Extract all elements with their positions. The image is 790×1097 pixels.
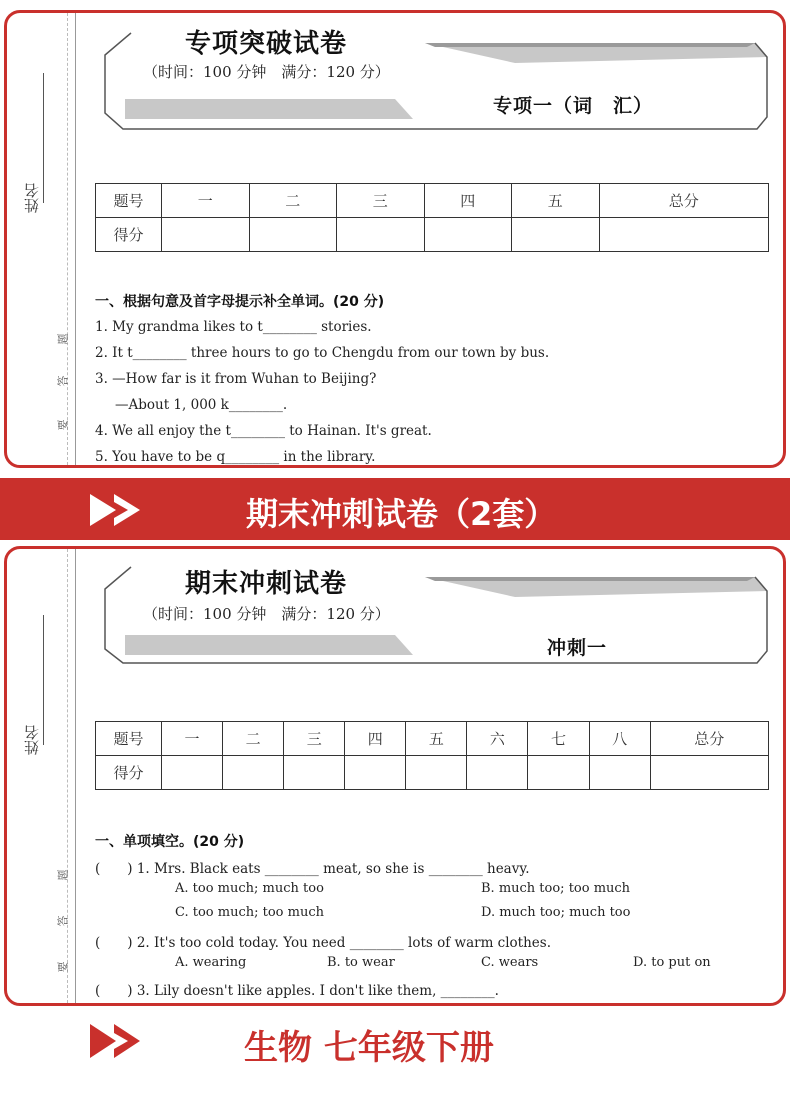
answer-option: A. wearing	[175, 955, 247, 970]
binding-margin	[7, 549, 79, 1003]
question-item: ( ) 2. It's too cold today. You need ________ lots of warm clothes.	[95, 935, 551, 951]
double-arrow-icon	[90, 494, 146, 526]
question-item: —About 1, 000 k________.	[115, 397, 288, 413]
score-table-header-cell: 五	[406, 722, 467, 756]
exam-subtitle: 专项一（词 汇）	[493, 95, 654, 117]
section-heading: 一、单项填空。(20 分)	[95, 834, 245, 850]
score-table-header-cell: 七	[528, 722, 589, 756]
score-cell	[467, 756, 528, 790]
answer-option: D. to put on	[633, 955, 711, 970]
margin-char: 要	[56, 961, 70, 973]
score-cell	[406, 756, 467, 790]
score-table-header-row	[96, 184, 769, 218]
question-item: ( ) 1. Mrs. Black eats ________ meat, so she is ________ heavy.	[95, 861, 530, 877]
answer-option: B. to wear	[327, 955, 395, 970]
score-table-label: 题号	[96, 722, 162, 756]
score-cell	[162, 756, 223, 790]
section-heading: 一、根据句意及首字母提示补全单词。(20 分)	[95, 294, 385, 310]
score-table-header-cell: 五	[512, 184, 600, 218]
margin-char: 答	[56, 915, 70, 927]
margin-char: 要	[56, 419, 70, 431]
margin-line	[75, 549, 76, 1003]
double-arrow-icon	[90, 1024, 146, 1058]
score-cell	[599, 218, 769, 252]
score-table-header-cell: 四	[424, 184, 512, 218]
exam-subtitle: 冲刺一	[547, 637, 608, 659]
answer-option: C. too much; too much	[175, 905, 324, 920]
score-cell	[284, 756, 345, 790]
score-table-header-cell: 六	[467, 722, 528, 756]
score-table-header-cell: 三	[284, 722, 345, 756]
question-item: 4. We all enjoy the t________ to Hainan. It's great.	[95, 423, 432, 439]
binding-margin	[7, 13, 79, 465]
score-cell	[528, 756, 589, 790]
score-table-header-cell: 二	[223, 722, 284, 756]
score-cell	[162, 218, 250, 252]
exam-sheet-final	[4, 546, 786, 1006]
margin-dash-line	[67, 549, 68, 1003]
score-table-header-cell: 一	[162, 184, 250, 218]
band-title: 期末冲刺试卷（2套）	[246, 495, 557, 533]
footer-title: 生物 七年级下册	[244, 1028, 494, 1068]
margin-char: 题	[56, 869, 70, 881]
score-table-label: 题号	[96, 184, 162, 218]
margin-line	[75, 13, 76, 465]
exam-time-info: （时间：100 分钟 满分：120 分）	[143, 605, 390, 623]
margin-dash-line	[67, 13, 68, 465]
score-table-header-cell: 二	[249, 184, 337, 218]
score-table-header-cell: 一	[162, 722, 223, 756]
promo-band	[0, 478, 790, 540]
question-item: 2. It t________ three hours to go to Chengdu from our town by bus.	[95, 345, 550, 361]
answer-option: B. much too; too much	[481, 881, 631, 896]
margin-char: 答	[56, 375, 70, 387]
score-table-header-cell: 四	[345, 722, 406, 756]
name-write-line	[43, 73, 44, 203]
answer-option: C. wears	[481, 955, 539, 970]
answer-option: D. much too; much too	[481, 905, 631, 920]
score-table-header-cell: 三	[337, 184, 425, 218]
exam-title: 专项突破试卷	[185, 29, 348, 59]
score-table-label: 得分	[96, 218, 162, 252]
exam-title: 期末冲刺试卷	[185, 569, 348, 599]
question-item: 1. My grandma likes to t________ stories.	[95, 319, 372, 335]
name-label: 姓名	[23, 183, 41, 213]
score-cell	[512, 218, 600, 252]
answer-option: A. too much; much too	[175, 881, 324, 896]
score-cell	[337, 218, 425, 252]
question-item: ( ) 3. Lily doesn't like apples. I don't like them, ________.	[95, 983, 499, 999]
score-cell	[424, 218, 512, 252]
name-write-line	[43, 615, 44, 745]
exam-time-info: （时间：100 分钟 满分：120 分）	[143, 63, 390, 81]
question-item: 3. —How far is it from Wuhan to Beijing?	[95, 371, 377, 387]
score-cell	[589, 756, 650, 790]
score-cell	[650, 756, 768, 790]
score-table	[95, 721, 769, 790]
score-table-label: 得分	[96, 756, 162, 790]
score-cell	[345, 756, 406, 790]
score-table-score-row	[96, 218, 769, 252]
exam-sheet-vocabulary	[4, 10, 786, 468]
name-label: 姓名	[23, 725, 41, 755]
score-table	[95, 183, 769, 252]
score-cell	[223, 756, 284, 790]
score-cell	[249, 218, 337, 252]
question-item: 5. You have to be q________ in the library.	[95, 449, 376, 465]
margin-char: 题	[56, 333, 70, 345]
score-table-header-row	[96, 722, 769, 756]
score-table-header-cell: 八	[589, 722, 650, 756]
score-table-score-row	[96, 756, 769, 790]
score-table-header-cell: 总分	[650, 722, 768, 756]
score-table-header-cell: 总分	[599, 184, 769, 218]
